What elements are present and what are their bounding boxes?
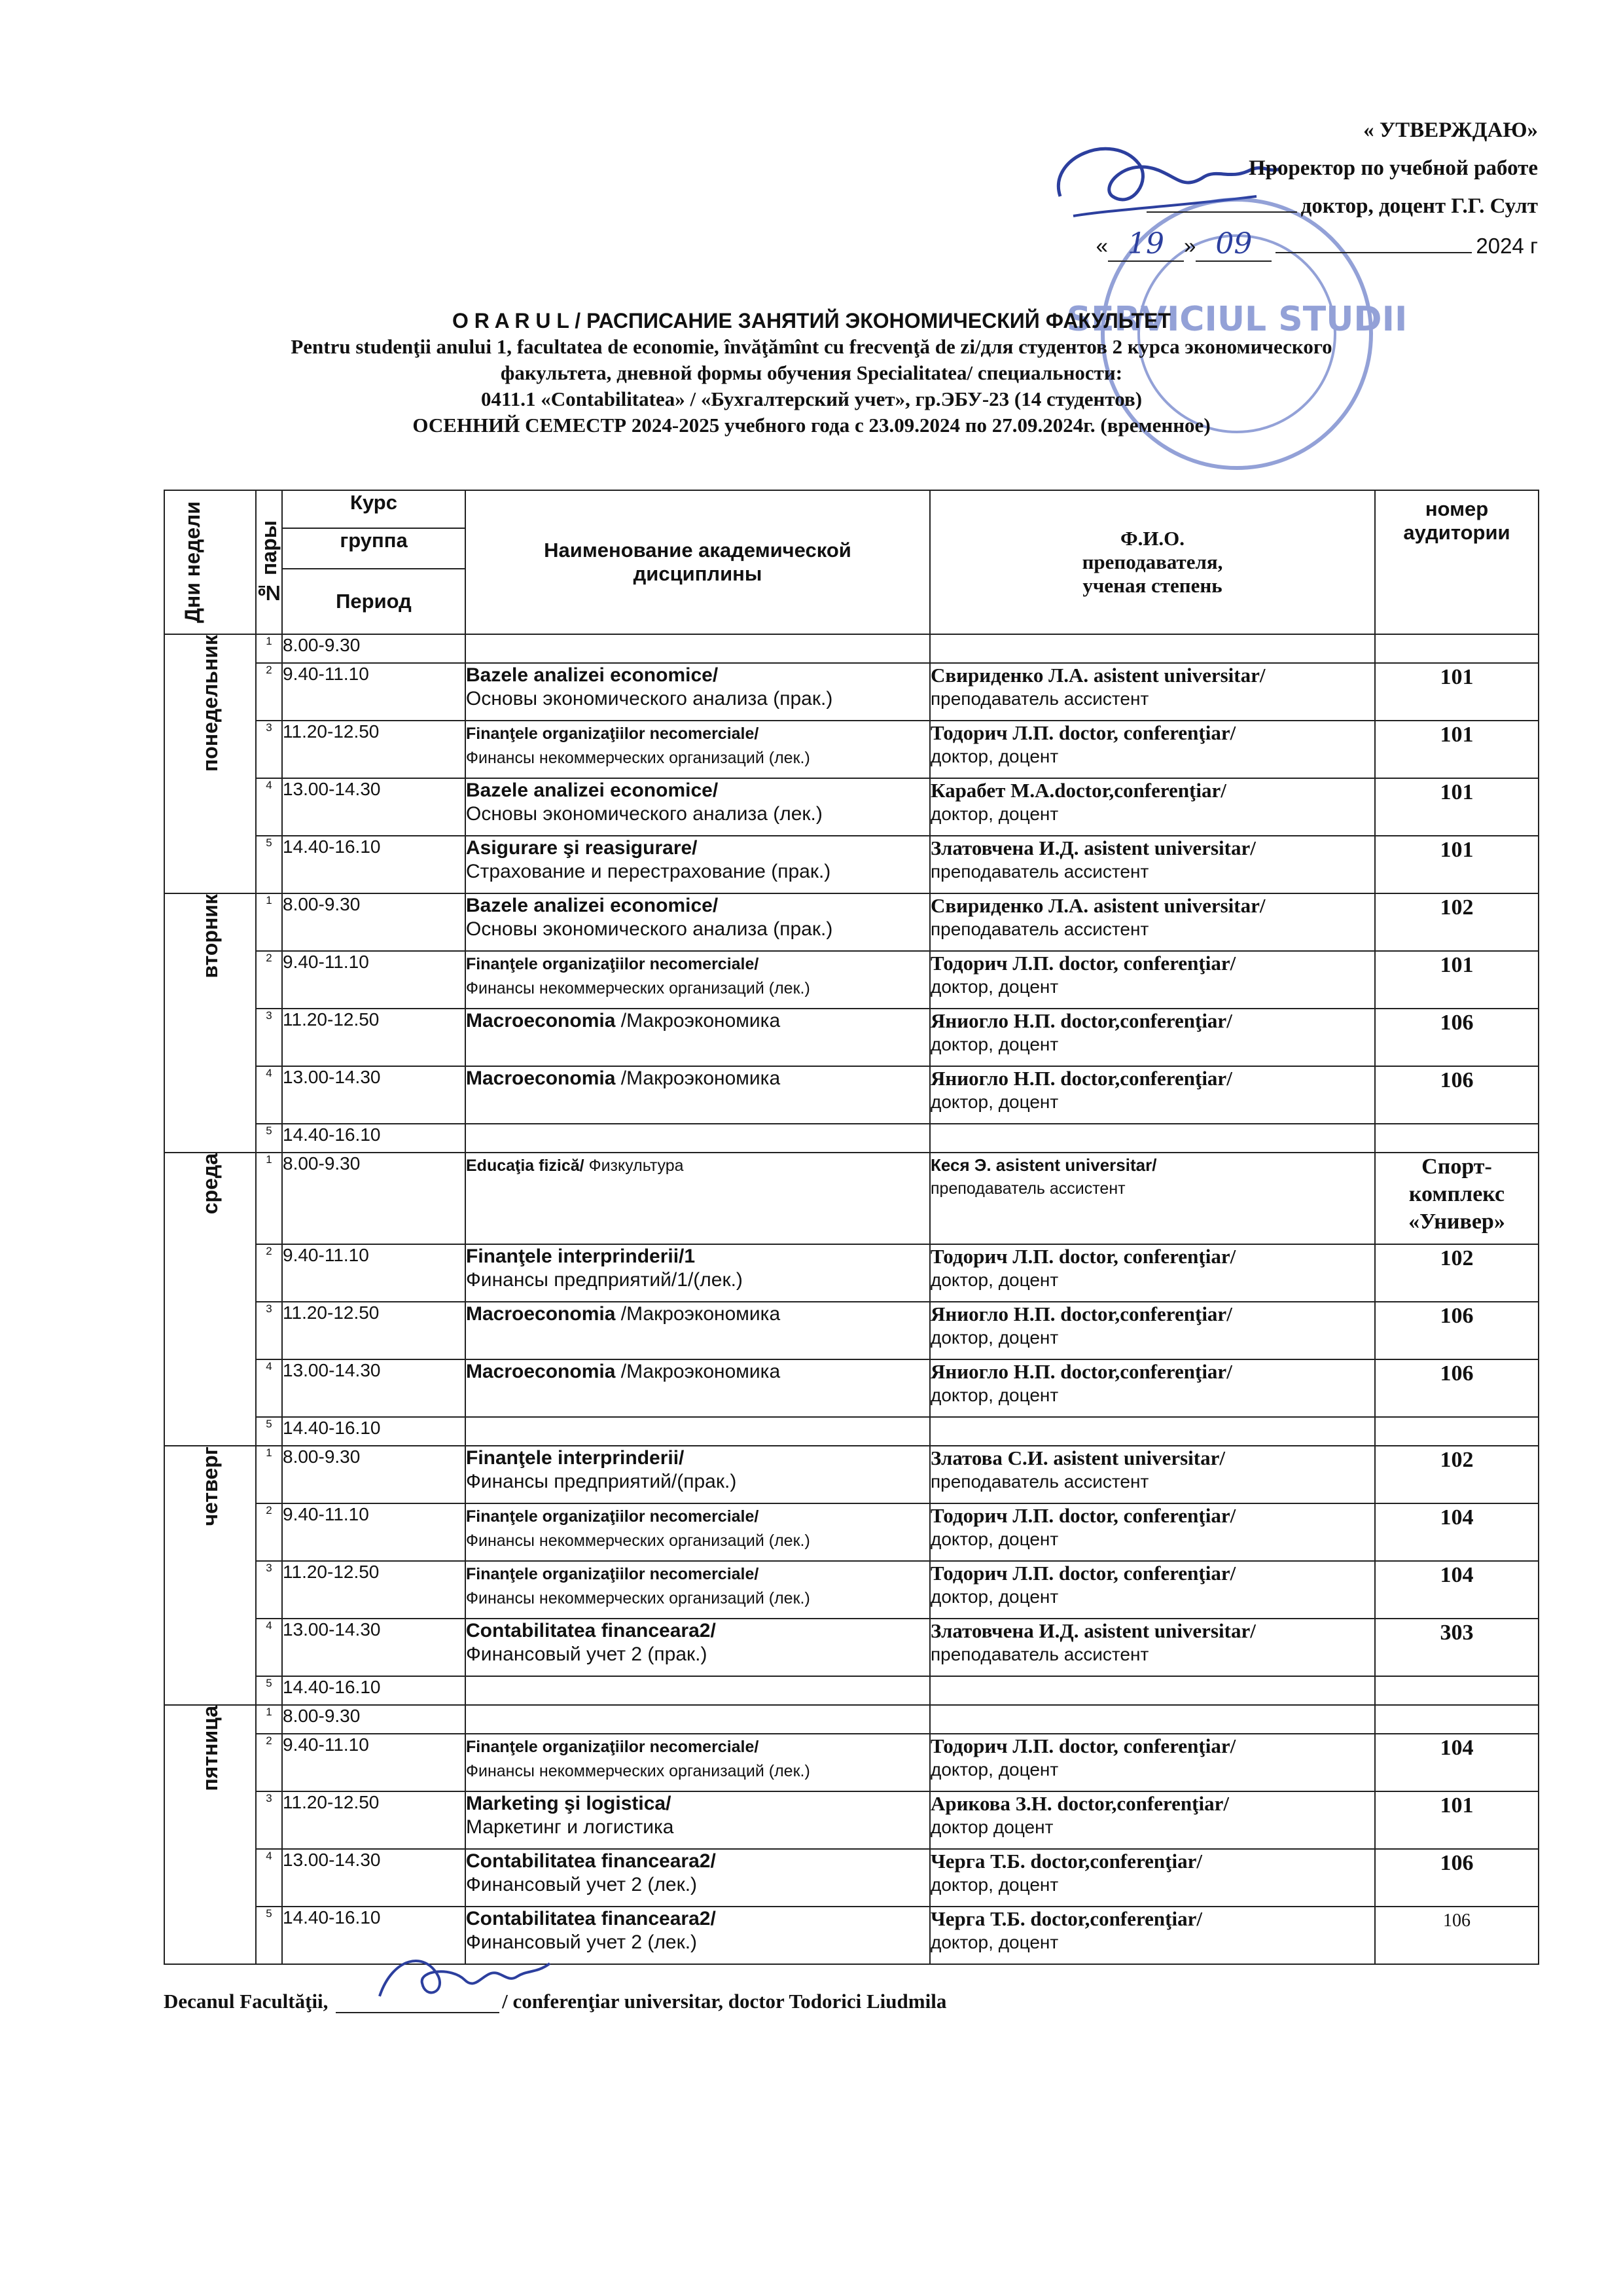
footer-dean-label: Decanul Facultăţii, <box>164 1990 329 2013</box>
discipline-cell <box>465 1849 930 1907</box>
pair-time: 13.00-14.30 <box>282 778 465 836</box>
teacher-cell <box>930 836 1375 893</box>
discipline-ru: Маркетинг и логистика <box>466 1816 674 1838</box>
teacher-name: Яниогло Н.П. doctor,conferenţiar/ <box>931 1009 1232 1032</box>
table-row <box>164 1561 1539 1619</box>
discipline-ro: Bazele analizei economice/ <box>466 895 719 916</box>
pair-time: 8.00-9.30 <box>282 1446 465 1503</box>
teacher-name: Кеся Э. asistent universitar/ <box>931 1155 1157 1175</box>
header-teacher: Ф.И.О. преподавателя, ученая степень <box>930 490 1375 634</box>
teacher-cell <box>930 1907 1375 1964</box>
teacher-degree: доктор, доцент <box>931 1932 1059 1952</box>
discipline-ru: Основы экономического анализа (прак.) <box>466 918 833 940</box>
teacher-cell <box>930 1561 1375 1619</box>
discipline-cell <box>465 1619 930 1676</box>
pair-number: 2 <box>256 1734 282 1791</box>
pair-number: 3 <box>256 721 282 778</box>
discipline-ro: Contabilitatea financeara2/ <box>466 1620 716 1641</box>
teacher-degree: доктор доцент <box>931 1817 1054 1837</box>
discipline-ro: Contabilitatea financeara2/ <box>466 1850 716 1872</box>
teacher-degree: доктор, доцент <box>931 1385 1059 1405</box>
teacher-degree: преподаватель ассистент <box>931 689 1149 709</box>
room-number: 104 <box>1375 1561 1539 1619</box>
discipline-cell <box>465 893 930 951</box>
discipline-ro: Finanţele organizaţiilor necomerciale/ <box>466 1738 759 1756</box>
title-line-1: O R A R U L / РАСПИСАНИЕ ЗАНЯТИЙ ЭКОНОМИЧЕСКИЙ ФАКУЛЬТЕТ <box>452 309 1171 332</box>
header-pair-number: № пары <box>256 490 282 634</box>
discipline-ro: Asigurare şi reasigurare/ <box>466 837 698 859</box>
teacher-cell <box>930 1124 1375 1153</box>
discipline-cell <box>465 1359 930 1417</box>
pair-time: 14.40-16.10 <box>282 836 465 893</box>
room-number: 101 <box>1375 1791 1539 1849</box>
teacher-cell <box>930 1302 1375 1359</box>
room-number: 102 <box>1375 893 1539 951</box>
pair-time: 14.40-16.10 <box>282 1676 465 1705</box>
table-row <box>164 1676 1539 1705</box>
teacher-name: Тодорич Л.П. doctor, conferenţiar/ <box>931 952 1236 975</box>
table-row <box>164 663 1539 721</box>
table-row <box>164 1153 1539 1244</box>
pair-time: 9.40-11.10 <box>282 1734 465 1791</box>
header-period: Период <box>282 569 465 634</box>
teacher-name: Яниогло Н.П. doctor,conferenţiar/ <box>931 1067 1232 1090</box>
pair-number: 2 <box>256 663 282 721</box>
table-row <box>164 1244 1539 1302</box>
pair-time: 11.20-12.50 <box>282 1302 465 1359</box>
room-number: 106 <box>1375 1849 1539 1907</box>
teacher-name: Яниогло Н.П. doctor,conferenţiar/ <box>931 1302 1232 1325</box>
table-row <box>164 1619 1539 1676</box>
discipline-ro: Finanţele organizaţiilor necomerciale/ <box>466 1565 759 1583</box>
discipline-ro: Bazele analizei economice/ <box>466 780 719 801</box>
discipline-ru: Финансы некоммерческих организаций (лек.) <box>466 1762 810 1780</box>
pair-number: 4 <box>256 1066 282 1124</box>
pair-time: 14.40-16.10 <box>282 1124 465 1153</box>
table-row <box>164 1849 1539 1907</box>
day-name: пятница <box>164 1705 256 1964</box>
room-number: 101 <box>1375 778 1539 836</box>
teacher-name: Свириденко Л.А. asistent universitar/ <box>931 894 1266 917</box>
discipline-ru: Основы экономического анализа (лек.) <box>466 803 823 825</box>
teacher-cell <box>930 951 1375 1009</box>
seal-text: SERVICIUL STUDII <box>1066 300 1408 339</box>
room-number: 104 <box>1375 1734 1539 1791</box>
pair-number: 3 <box>256 1561 282 1619</box>
table-row <box>164 778 1539 836</box>
discipline-cell <box>465 721 930 778</box>
teacher-degree: доктор, доцент <box>931 1092 1059 1112</box>
title-line-3: факультета, дневной формы обучения Specialitatea/ специальности: <box>500 361 1123 384</box>
table-row <box>164 634 1539 663</box>
discipline-cell <box>465 1676 930 1705</box>
teacher-cell <box>930 1503 1375 1561</box>
teacher-cell <box>930 1244 1375 1302</box>
discipline-ro: Contabilitatea financeara2/ <box>466 1908 716 1929</box>
pair-number: 3 <box>256 1009 282 1066</box>
discipline-ru: Основы экономического анализа (прак.) <box>466 688 833 709</box>
table-row <box>164 1359 1539 1417</box>
table-row <box>164 1503 1539 1561</box>
discipline-ru: Страхование и перестрахование (прак.) <box>466 861 831 882</box>
header-discipline: Наименование академической дисциплины <box>465 490 930 634</box>
teacher-name: Златовчена И.Д. asistent universitar/ <box>931 1619 1256 1642</box>
teacher-name: Черга Т.Б. doctor,conferenţiar/ <box>931 1850 1202 1873</box>
room-number: 102 <box>1375 1244 1539 1302</box>
day-name: четверг <box>164 1446 256 1705</box>
signature-blank <box>1147 211 1297 213</box>
room-number: 101 <box>1375 663 1539 721</box>
room-number: 102 <box>1375 1446 1539 1503</box>
title-line-2: Pentru studenţii anului 1, facultatea de economie, învăţămînt cu frecvenţă de zi/для студентов 2 курса экономического <box>291 335 1332 358</box>
discipline-ru: Финансовый учет 2 (лек.) <box>466 1931 698 1953</box>
table-row <box>164 1302 1539 1359</box>
discipline-cell <box>465 634 930 663</box>
teacher-cell <box>930 1446 1375 1503</box>
table-row <box>164 1705 1539 1734</box>
teacher-degree: доктор, доцент <box>931 1759 1059 1780</box>
room-number: 106 <box>1375 1066 1539 1124</box>
table-row <box>164 721 1539 778</box>
teacher-cell <box>930 721 1375 778</box>
discipline-cell <box>465 1417 930 1446</box>
room-number <box>1375 1417 1539 1446</box>
pair-number: 3 <box>256 1302 282 1359</box>
discipline-cell <box>465 1446 930 1503</box>
teacher-degree: доктор, доцент <box>931 977 1059 997</box>
teacher-degree: доктор, доцент <box>931 1529 1059 1549</box>
discipline-cell <box>465 1153 930 1244</box>
pair-number: 4 <box>256 1849 282 1907</box>
room-number: 106 <box>1375 1009 1539 1066</box>
pair-number: 5 <box>256 836 282 893</box>
title-line-4: 0411.1 «Contabilitatea» / «Бухгалтерский учет», гр.ЭБУ-23 (14 студентов) <box>480 387 1143 410</box>
teacher-name: Тодорич Л.П. doctor, conferenţiar/ <box>931 1245 1236 1268</box>
header-days: Дни недели <box>164 490 256 634</box>
approval-title: « УТВЕРЖДАЮ» <box>1363 118 1538 142</box>
teacher-degree: доктор, доцент <box>931 1587 1059 1607</box>
discipline-ru: Финансовый учет 2 (прак.) <box>466 1643 707 1665</box>
date-month: 09 <box>1196 227 1272 262</box>
room-number: 104 <box>1375 1503 1539 1561</box>
approval-date: « 19 » 09 2024 г <box>1096 227 1538 260</box>
pair-number: 4 <box>256 778 282 836</box>
discipline-cell <box>465 1791 930 1849</box>
room-number <box>1375 634 1539 663</box>
discipline-ro: Finanţele organizaţiilor necomerciale/ <box>466 725 759 743</box>
pair-time: 11.20-12.50 <box>282 721 465 778</box>
pair-time: 11.20-12.50 <box>282 1791 465 1849</box>
discipline-ru: Финансы некоммерческих организаций (лек.) <box>466 749 810 767</box>
room-number <box>1375 1705 1539 1734</box>
pair-time: 8.00-9.30 <box>282 1153 465 1244</box>
pair-time: 8.00-9.30 <box>282 893 465 951</box>
pair-number: 5 <box>256 1417 282 1446</box>
teacher-cell <box>930 1619 1375 1676</box>
pair-number: 1 <box>256 893 282 951</box>
pair-time: 13.00-14.30 <box>282 1619 465 1676</box>
discipline-ro: Finanţele organizaţiilor necomerciale/ <box>466 955 759 973</box>
teacher-name: Тодорич Л.П. doctor, conferenţiar/ <box>931 1734 1236 1757</box>
teacher-cell <box>930 893 1375 951</box>
pair-number: 2 <box>256 1244 282 1302</box>
table-row <box>164 1791 1539 1849</box>
teacher-cell <box>930 1417 1375 1446</box>
room-number: 106 <box>1375 1359 1539 1417</box>
discipline-ru: Финансы предприятий/1/(лек.) <box>466 1269 743 1291</box>
teacher-cell <box>930 1734 1375 1791</box>
discipline-ro: Finanţele interprinderii/ <box>466 1447 685 1469</box>
teacher-name: Арикова З.Н. doctor,conferenţiar/ <box>931 1792 1229 1815</box>
teacher-degree: доктор, доцент <box>931 1327 1059 1348</box>
discipline-cell <box>465 1009 930 1066</box>
pair-number: 1 <box>256 1705 282 1734</box>
discipline-cell <box>465 836 930 893</box>
discipline-ro: Bazele analizei economice/ <box>466 664 719 686</box>
teacher-cell <box>930 1705 1375 1734</box>
pair-time: 13.00-14.30 <box>282 1849 465 1907</box>
discipline-cell <box>465 1705 930 1734</box>
table-row <box>164 1124 1539 1153</box>
day-name: среда <box>164 1153 256 1446</box>
teacher-degree: преподаватель ассистент <box>931 1471 1149 1492</box>
room-number: 101 <box>1375 836 1539 893</box>
discipline-ru: Финансы некоммерческих организаций (лек.) <box>466 979 810 997</box>
discipline-ru: Финансы предприятий/(прак.) <box>466 1471 737 1492</box>
table-row <box>164 951 1539 1009</box>
pair-time: 9.40-11.10 <box>282 951 465 1009</box>
pair-time: 13.00-14.30 <box>282 1359 465 1417</box>
teacher-cell <box>930 1791 1375 1849</box>
document-title <box>79 308 1544 439</box>
approval-block <box>975 111 1538 265</box>
teacher-name: Яниогло Н.П. doctor,conferenţiar/ <box>931 1360 1232 1383</box>
room-number: 106 <box>1375 1907 1539 1964</box>
approval-signatory: доктор, доцент Г.Г. Султ <box>975 187 1538 225</box>
room-number: 101 <box>1375 951 1539 1009</box>
discipline-cell <box>465 1734 930 1791</box>
discipline-ro: Macroeconomia <box>466 1361 621 1382</box>
pair-time: 13.00-14.30 <box>282 1066 465 1124</box>
room-number <box>1375 1124 1539 1153</box>
pair-number: 2 <box>256 1503 282 1561</box>
pair-time: 11.20-12.50 <box>282 1561 465 1619</box>
pair-time: 14.40-16.10 <box>282 1907 465 1964</box>
pair-number: 4 <box>256 1619 282 1676</box>
pair-number: 4 <box>256 1359 282 1417</box>
discipline-ru: Финансы некоммерческих организаций (лек.) <box>466 1589 810 1607</box>
teacher-degree: преподаватель ассистент <box>931 1179 1126 1198</box>
teacher-cell <box>930 778 1375 836</box>
pair-number: 1 <box>256 1153 282 1244</box>
pair-time: 9.40-11.10 <box>282 1503 465 1561</box>
teacher-name: Златовчена И.Д. asistent universitar/ <box>931 836 1256 859</box>
pair-number: 3 <box>256 1791 282 1849</box>
discipline-ro: Marketing şi logistica/ <box>466 1793 671 1814</box>
discipline-ru: /Макроэкономика <box>620 1303 781 1325</box>
discipline-cell <box>465 1503 930 1561</box>
teacher-cell <box>930 1153 1375 1244</box>
teacher-cell <box>930 1066 1375 1124</box>
pair-number: 5 <box>256 1907 282 1964</box>
discipline-cell <box>465 1124 930 1153</box>
table-row <box>164 1066 1539 1124</box>
teacher-degree: преподаватель ассистент <box>931 919 1149 939</box>
discipline-ro: Macroeconomia <box>466 1067 621 1089</box>
room-number <box>1375 1676 1539 1705</box>
pair-time: 8.00-9.30 <box>282 1705 465 1734</box>
table-row <box>164 836 1539 893</box>
table-row <box>164 893 1539 951</box>
date-blank <box>1275 252 1472 253</box>
teacher-degree: доктор, доцент <box>931 1874 1059 1895</box>
discipline-ru: /Макроэкономика <box>620 1010 781 1031</box>
teacher-cell <box>930 1009 1375 1066</box>
discipline-cell <box>465 663 930 721</box>
header-kurs: Курс <box>282 490 465 528</box>
discipline-ru: /Макроэкономика <box>620 1361 781 1382</box>
discipline-cell <box>465 778 930 836</box>
teacher-degree: доктор, доцент <box>931 1270 1059 1290</box>
approval-position: Проректор по учебной работе <box>1248 156 1538 180</box>
day-name: вторник <box>164 893 256 1153</box>
pair-number: 5 <box>256 1124 282 1153</box>
teacher-cell <box>930 663 1375 721</box>
discipline-ro: Educaţia fizică/ <box>466 1157 589 1175</box>
discipline-ro: Macroeconomia <box>466 1010 621 1031</box>
table-row <box>164 1417 1539 1446</box>
teacher-name: Черга Т.Б. doctor,conferenţiar/ <box>931 1907 1202 1930</box>
pair-number: 1 <box>256 1446 282 1503</box>
pair-time: 14.40-16.10 <box>282 1417 465 1446</box>
table-row <box>164 1009 1539 1066</box>
discipline-cell <box>465 951 930 1009</box>
table-row <box>164 1446 1539 1503</box>
discipline-ru: Финансовый учет 2 (лек.) <box>466 1874 698 1895</box>
pair-time: 9.40-11.10 <box>282 1244 465 1302</box>
discipline-ru: /Макроэкономика <box>620 1067 781 1089</box>
teacher-name: Карабет М.А.doctor,conferenţiar/ <box>931 779 1226 802</box>
discipline-ro: Macroeconomia <box>466 1303 621 1325</box>
room-number: 106 <box>1375 1302 1539 1359</box>
teacher-cell <box>930 1676 1375 1705</box>
footer-signature-line <box>336 2012 499 2013</box>
pair-time: 9.40-11.10 <box>282 663 465 721</box>
room-number: Спорт- комплекс «Универ» <box>1375 1153 1539 1244</box>
title-line-5: ОСЕННИЙ СЕМЕСТР 2024-2025 учебного года с 23.09.2024 по 27.09.2024г. (временное) <box>412 414 1211 437</box>
schedule-table <box>164 490 1539 1965</box>
discipline-cell <box>465 1066 930 1124</box>
teacher-name: Свириденко Л.А. asistent universitar/ <box>931 664 1266 687</box>
day-name: понедельник <box>164 634 256 893</box>
pair-number: 2 <box>256 951 282 1009</box>
teacher-name: Тодорич Л.П. doctor, conferenţiar/ <box>931 1504 1236 1527</box>
discipline-ru: Финансы некоммерческих организаций (лек.) <box>466 1532 810 1550</box>
table-row <box>164 1734 1539 1791</box>
teacher-degree: доктор, доцент <box>931 804 1059 824</box>
discipline-ru: Физкультура <box>588 1157 684 1175</box>
date-day: 19 <box>1108 227 1184 262</box>
teacher-degree: доктор, доцент <box>931 746 1059 766</box>
schedule-body <box>164 634 1539 1964</box>
discipline-cell <box>465 1244 930 1302</box>
teacher-cell <box>930 1359 1375 1417</box>
teacher-degree: преподаватель ассистент <box>931 861 1149 882</box>
teacher-degree: доктор, доцент <box>931 1034 1059 1054</box>
footer-signature <box>164 1990 946 2013</box>
teacher-cell <box>930 1849 1375 1907</box>
room-number: 303 <box>1375 1619 1539 1676</box>
header-group: группа <box>282 528 465 569</box>
header-room: номер аудитории <box>1375 490 1539 634</box>
discipline-ro: Finanţele interprinderii/1 <box>466 1246 696 1267</box>
room-number: 101 <box>1375 721 1539 778</box>
teacher-name: Тодорич Л.П. doctor, conferenţiar/ <box>931 1562 1236 1585</box>
discipline-cell <box>465 1302 930 1359</box>
footer-dean-name: / conferenţiar universitar, doctor Todorici Liudmila <box>502 1990 947 2013</box>
teacher-name: Тодорич Л.П. doctor, conferenţiar/ <box>931 721 1236 744</box>
teacher-cell <box>930 634 1375 663</box>
discipline-ro: Finanţele organizaţiilor necomerciale/ <box>466 1507 759 1526</box>
pair-number: 1 <box>256 634 282 663</box>
pair-time: 8.00-9.30 <box>282 634 465 663</box>
discipline-cell <box>465 1561 930 1619</box>
teacher-degree: преподаватель ассистент <box>931 1644 1149 1664</box>
pair-number: 5 <box>256 1676 282 1705</box>
teacher-name: Златова С.И. asistent universitar/ <box>931 1446 1225 1469</box>
pair-time: 11.20-12.50 <box>282 1009 465 1066</box>
